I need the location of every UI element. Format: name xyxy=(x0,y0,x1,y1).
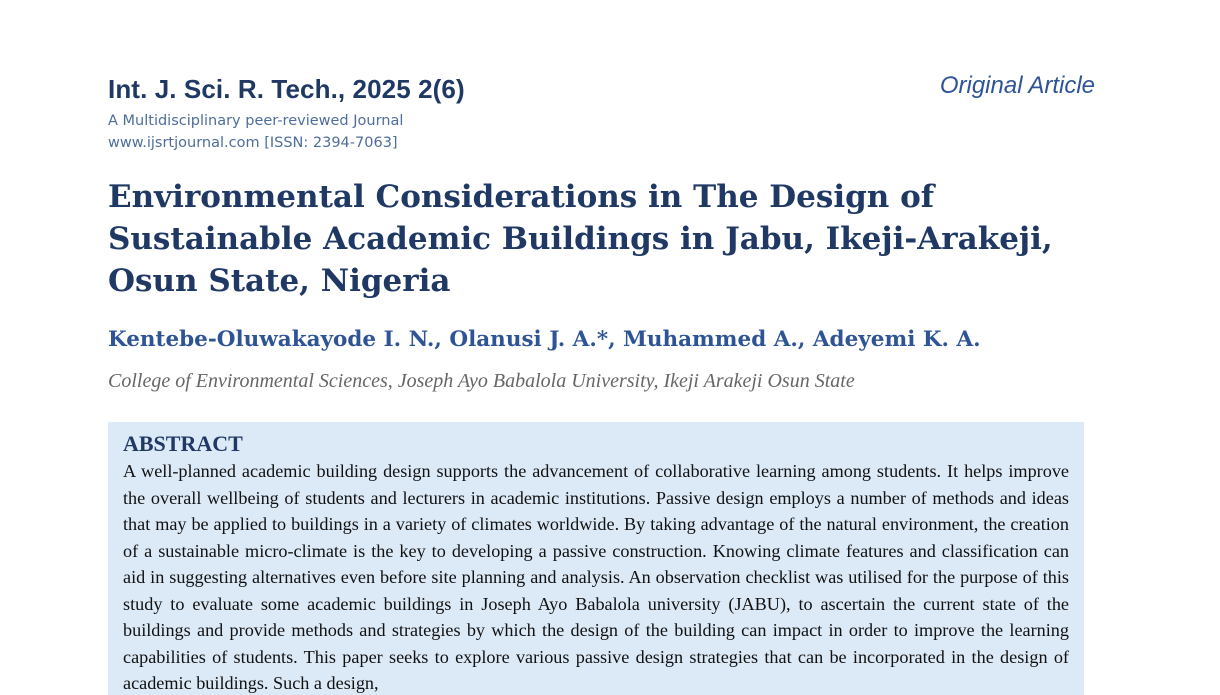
journal-name: Int. J. Sci. R. Tech., 2025 2(6) xyxy=(108,74,465,104)
abstract-box xyxy=(108,422,1084,695)
author-list: Kentebe-Oluwakayode I. N., Olanusi J. A.*, Muhammed A., Adeyemi K. A. xyxy=(108,327,981,352)
abstract-text: A well-planned academic building design supports the advancement of collaborative learning among students. It helps improve the overall wellbeing of students and lecturers in academic institutions. Passive design employs a number of methods and ideas that may be applied to buildings in a variety of climates worldwide. By taking advantage of the natural environment, the creation of a sustainable micro-climate is the key to developing a passive construction. Knowing climate features and classification can aid in suggesting alternatives even before site planning and analysis. An observation checklist was utilised for the purpose of this study to evaluate some academic buildings in Joseph Ayo Babalola university (JABU), to ascertain the current state of the buildings and provide methods and strategies by which the design of the building can impact in order to improve the learning capabilities of students. This paper seeks to explore various passive design strategies that can be incorporated in the design of academic buildings. Such a design, xyxy=(123,461,1069,693)
journal-website: www.ijsrtjournal.com [ISSN: 2394-7063] xyxy=(108,135,398,151)
article-type-label: Original Article xyxy=(939,72,1095,99)
journal-subtitle: A Multidisciplinary peer-reviewed Journal xyxy=(108,113,404,129)
author-affiliation: College of Environmental Sciences, Joseph Ayo Babalola University, Ikeji Arakeji Osun State xyxy=(108,370,855,392)
abstract-heading: ABSTRACT xyxy=(123,431,243,456)
article-title: Environmental Considerations in The Design of Sustainable Academic Buildings in Jabu, Ikeji-Arakeji, Osun State, Nigeria xyxy=(108,179,1053,299)
